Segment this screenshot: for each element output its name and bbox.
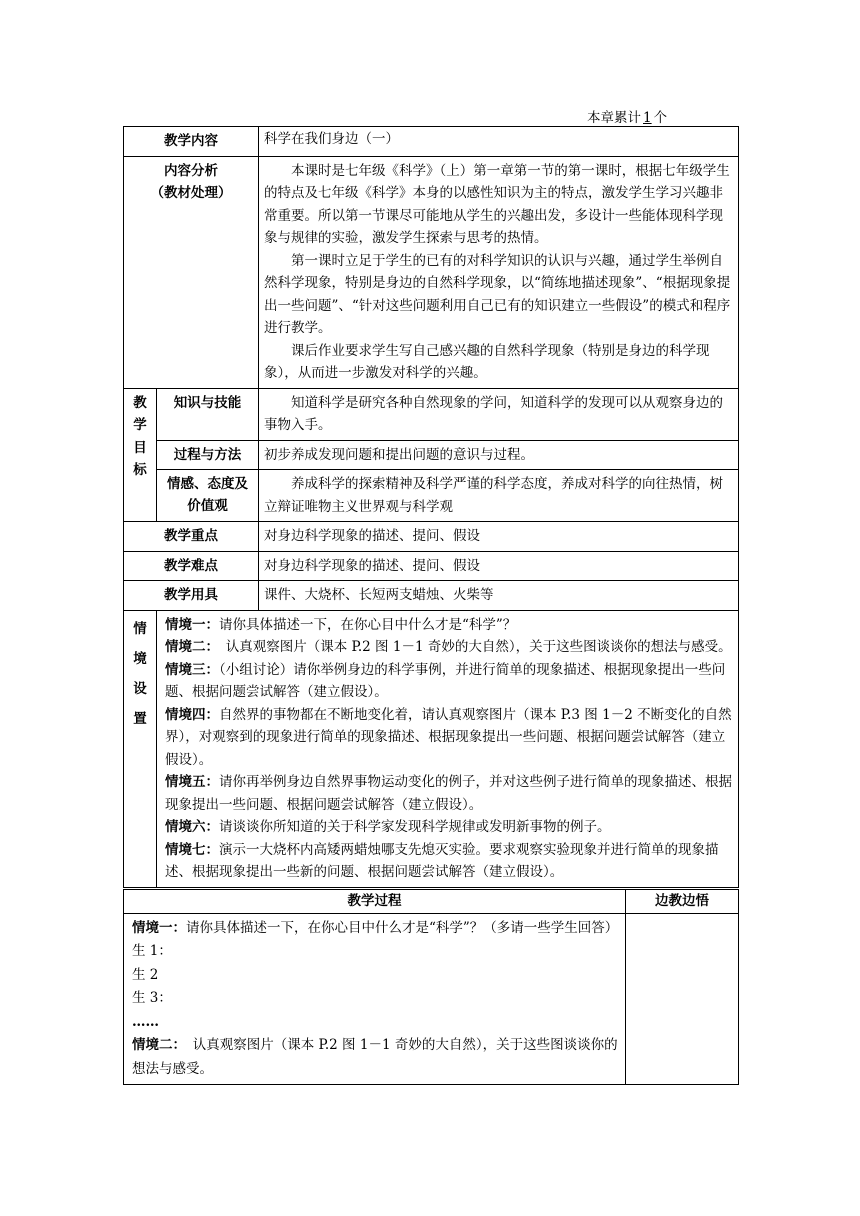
process-scenario-key: 情境一：	[132, 919, 186, 936]
scenario-item	[165, 704, 733, 772]
process-header-right: 边教边悟	[626, 890, 739, 914]
attitude-value	[259, 470, 739, 522]
goals-side-label	[124, 388, 157, 522]
scenarios-side-char: 设	[133, 680, 147, 697]
scenario-key: 情境四：	[165, 706, 219, 723]
goals-side-char: 标	[133, 462, 147, 478]
student-answer: 生 3：	[132, 990, 172, 1006]
lesson-plan-table	[123, 126, 739, 888]
process-scenario-text: 请你具体描述一下，在你心目中什么才是“科学”？（多请一些学生回答）	[186, 919, 619, 936]
scenario-text: 请谈谈你所知道的关于科学家发现科学规律或发明新事物的例子。	[219, 819, 611, 835]
scenario-key: 情境六：	[165, 819, 219, 835]
content-label: 教学内容	[124, 127, 259, 157]
process-label: 过程与方法	[157, 440, 259, 470]
scenario-text: 认真观察图片（课本 P.2 图 1－1 奇妙的大自然），关于这些图谈谈你的想法与感受。	[212, 639, 732, 655]
process-scenario-2	[132, 1034, 620, 1081]
scenario-text: 演示一大烧杯内高矮两蜡烛哪支先熄灭实验。要求观察实验现象并进行简单的现象描述、根据现象提出一些新的问题、根据问题尝试解答（建立假设）。	[165, 841, 719, 880]
process-header-row	[124, 890, 739, 914]
row-focus	[124, 522, 739, 552]
analysis-label-line2: （教材处理）	[150, 185, 232, 201]
scenario-item	[165, 636, 733, 659]
goals-side-char: 学	[133, 417, 147, 433]
analysis-value	[259, 156, 739, 388]
analysis-label	[124, 156, 259, 388]
knowledge-text: 知道科学是研究各种自然现象的学问，知道科学的发现可以从观察身边的事物入手。	[264, 394, 723, 433]
knowledge-label: 知识与技能	[157, 388, 259, 440]
analysis-paragraph-2: 第一课时立足于学生的已有的对科学知识的认识与兴趣，通过学生举例自然科学现象，特别是身边的自然科学现象，以“简练地描述现象”、“根据现象提出一些问题”、“针对这些问题利用自己已有的知识建立一些假设”的模式和程序进行教学。	[264, 252, 731, 336]
goals-side-char: 目	[133, 439, 147, 456]
scenario-item	[165, 659, 733, 704]
counter-suffix: 个	[653, 110, 668, 126]
scenarios-list	[157, 610, 739, 887]
scenario-text: 自然界的事物都在不断地变化着，请认真观察图片（课本 P.3 图 1－2 不断变化的自然界），对观察到的现象进行简单的现象描述、根据现象提出一些问题、根据问题尝试解答（建立假设）。	[165, 706, 732, 768]
scenario-key: 情境一：	[165, 616, 219, 633]
process-value: 初步养成发现问题和提出问题的意识与过程。	[259, 440, 739, 470]
knowledge-value	[259, 388, 739, 440]
process-scenario-key: 情境二：	[132, 1037, 180, 1053]
difficulty-value: 对身边科学现象的描述、提问、假设	[259, 551, 739, 581]
row-analysis	[124, 156, 739, 388]
scenario-text: 请你具体描述一下，在你心目中什么才是“科学”？	[219, 616, 517, 633]
reflection-cell	[626, 913, 739, 1085]
counter-number: 1	[643, 110, 652, 126]
attitude-label-line1: 情感、态度及	[167, 476, 248, 492]
process-scenario-text: 认真观察图片（课本 P.2 图 1－1 奇妙的大自然），关于这些图谈谈你的想法与感受。	[132, 1037, 618, 1077]
scenario-key: 情境二：	[165, 639, 213, 655]
row-scenarios	[124, 610, 739, 887]
analysis-label-line1: 内容分析	[164, 162, 218, 179]
teaching-process-table	[123, 889, 739, 1085]
scenario-item	[165, 816, 733, 839]
student-answer: 生 2	[132, 966, 159, 983]
scenario-key: 情境五：	[165, 774, 219, 790]
row-goal-knowledge	[124, 388, 739, 440]
scenario-item	[165, 839, 733, 884]
goals-side-char: 教	[133, 394, 147, 411]
tools-label: 教学用具	[124, 581, 259, 611]
analysis-paragraph-1: 本课时是七年级《科学》（上）第一章第一节的第一课时，根据七年级学生的特点及七年级《科学》本身的以感性知识为主的特点，激发学生学习兴趣非常重要。所以第一节课尽可能地从学生的兴趣出发，多设计一些能体现科学现象与规律的实验，激发学生探索与思考的热情。	[264, 162, 730, 246]
student-answer: 生 1：	[132, 943, 172, 959]
scenario-text: 请你再举例身边自然界事物运动变化的例子，并对这些例子进行简单的现象描述、根据现象提出一些问题、根据问题尝试解答（建立假设）。	[165, 774, 732, 813]
difficulty-label: 教学难点	[124, 551, 259, 581]
content-value: 科学在我们身边（一）	[259, 127, 739, 157]
row-goal-process	[124, 440, 739, 470]
counter-prefix: 本章累计	[587, 110, 641, 126]
row-content	[124, 127, 739, 157]
focus-label: 教学重点	[124, 522, 259, 552]
analysis-paragraph-3: 课后作业要求学生写自己感兴趣的自然科学现象（特别是身边的科学现象），从而进一步激发对科学的兴趣。	[264, 342, 710, 381]
scenario-item	[165, 771, 733, 816]
scenarios-side-label	[124, 610, 157, 887]
row-goal-attitude	[124, 470, 739, 522]
process-body	[124, 913, 626, 1085]
process-body-row	[124, 913, 739, 1085]
scenarios-side-char: 情	[133, 620, 147, 637]
attitude-label	[157, 470, 259, 522]
student-answer: ……	[132, 1013, 159, 1030]
tools-value: 课件、大烧杯、长短两支蜡烛、火柴等	[259, 581, 739, 611]
process-scenario-1	[132, 917, 620, 941]
scenario-text: （小组讨论）请你举例身边的科学事例，并进行简单的现象描述、根据现象提出一些问题、根据问题尝试解答（建立假设）。	[165, 661, 726, 700]
scenario-item	[165, 614, 733, 637]
scenarios-side-char: 境	[133, 650, 147, 667]
chapter-counter	[587, 106, 667, 126]
scenario-key: 情境三：	[165, 661, 219, 678]
process-header-left: 教学过程	[124, 890, 626, 914]
focus-value: 对身边科学现象的描述、提问、假设	[259, 522, 739, 552]
attitude-label-line2: 价值观	[187, 498, 228, 514]
row-difficulty	[124, 551, 739, 581]
row-tools	[124, 581, 739, 611]
scenarios-side-char: 置	[133, 710, 147, 727]
scenario-key: 情境七：	[165, 841, 219, 858]
attitude-text: 养成科学的探索精神及科学严谨的科学态度，养成对科学的向往热情，树立辩证唯物主义世界观与科学观	[264, 476, 723, 515]
